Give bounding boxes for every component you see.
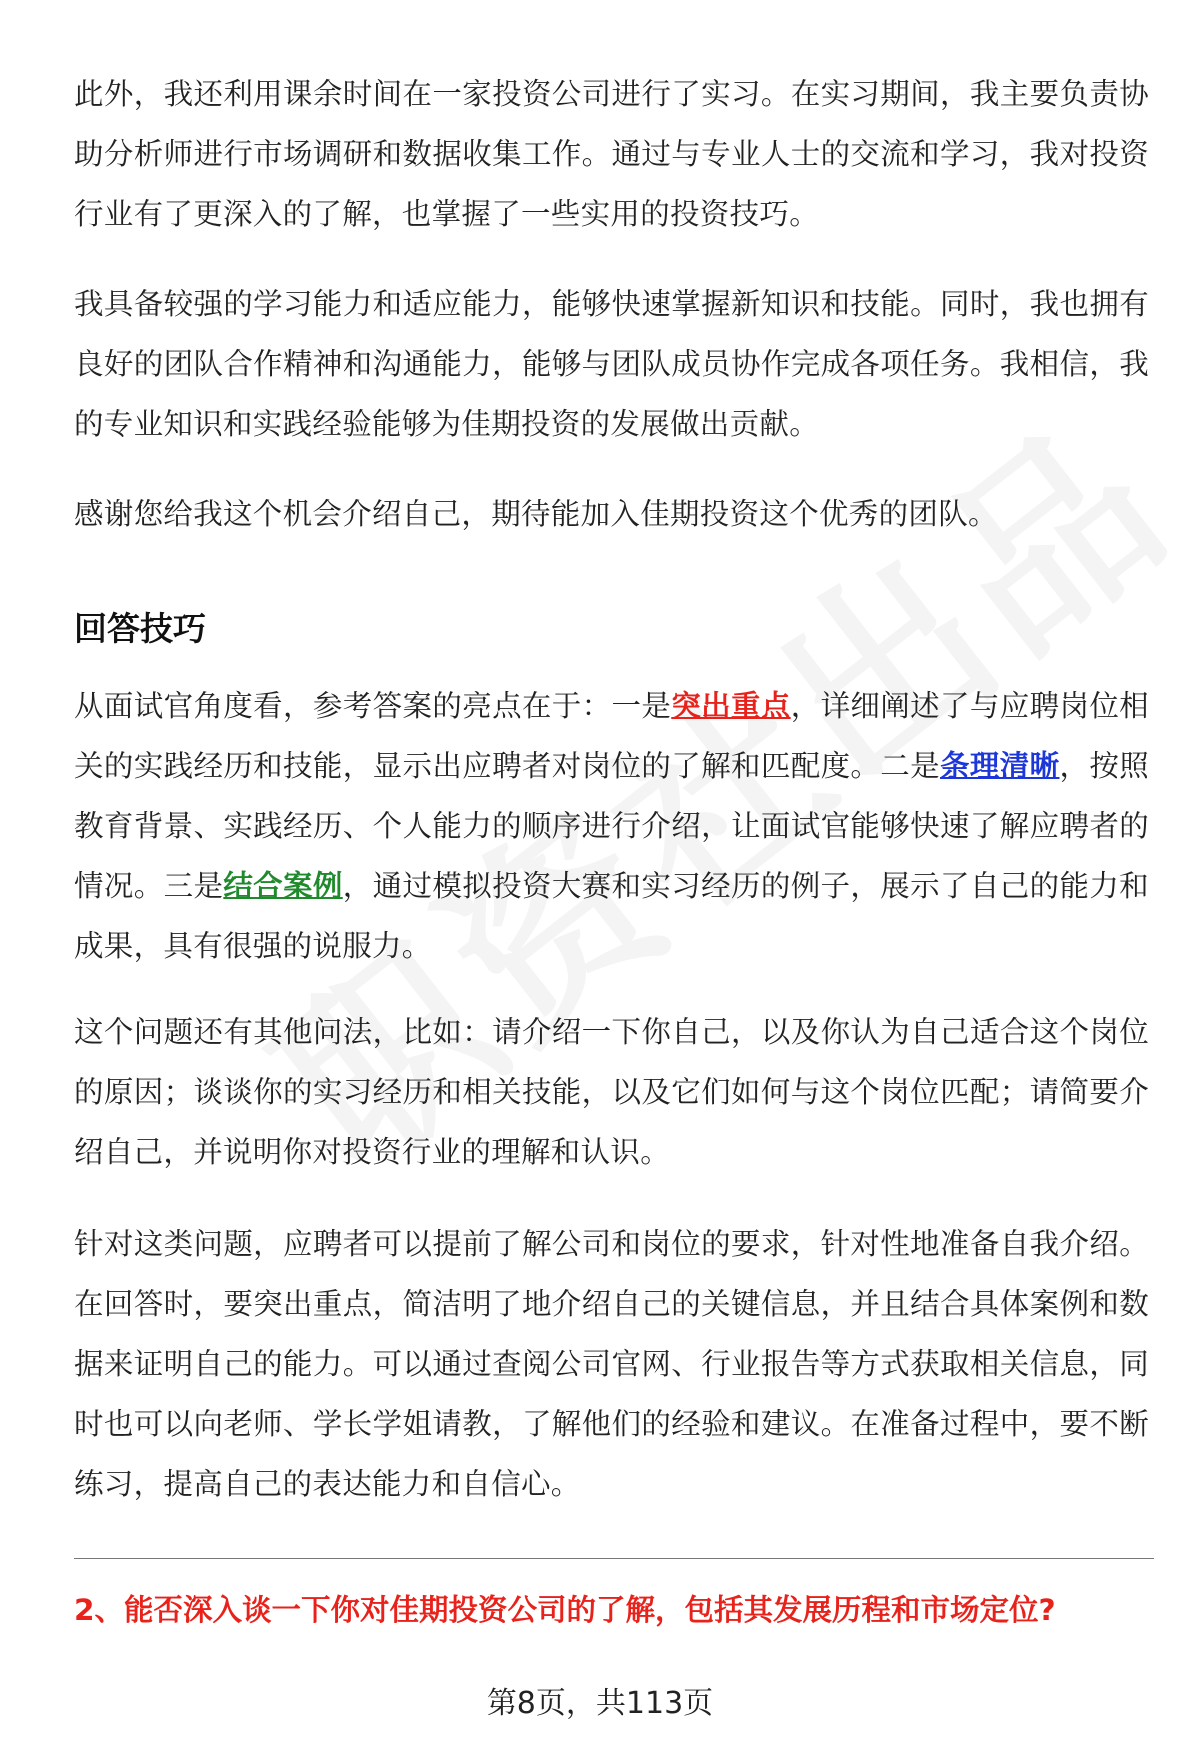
highlight-case-examples: 结合案例	[223, 869, 343, 903]
section-divider	[74, 1558, 1154, 1559]
paragraph-abilities: 我具备较强的学习能力和适应能力，能够快速掌握新知识和技能。同时，我也拥有良好的团队合作精神和沟通能力，能够与团队成员协作完成各项任务。我相信，我的专业知识和实践经验能够为佳期投资的发展做出贡献。	[74, 287, 1149, 441]
text-segment: ，详细阐述了与应聘岗位相关的实践经历和技能，显示出应聘者对岗位的了解和匹配度。二是	[74, 689, 1149, 783]
paragraph-thanks: 感谢您给我这个机会介绍自己，期待能加入佳期投资这个优秀的团队。	[74, 497, 998, 531]
next-question-heading: 2、能否深入谈一下你对佳期投资公司的了解，包括其发展历程和市场定位?	[74, 1593, 1056, 1627]
section-title-answer-tips: 回答技巧	[74, 609, 206, 648]
paragraph-alternate-questions: 这个问题还有其他问法，比如：请介绍一下你自己，以及你认为自己适合这个岗位的原因；谈谈你的实习经历和相关技能，以及它们如何与这个岗位匹配；请简要介绍自己，并说明你对投资行业的理解和认识。	[74, 1015, 1149, 1169]
paragraph-highlights	[74, 676, 1149, 976]
highlight-clear-structure: 条理清晰	[940, 749, 1060, 783]
paragraph-internship: 此外，我还利用课余时间在一家投资公司进行了实习。在实习期间，我主要负责协助分析师进行市场调研和数据收集工作。通过与专业人士的交流和学习，我对投资行业有了更深入的了解，也掌握了一些实用的投资技巧。	[74, 77, 1149, 231]
text-segment: 从面试官角度看，参考答案的亮点在于：一是	[74, 689, 672, 723]
text-segment: ，按照教育背景、实践经历、个人能力的顺序进行介绍，让面试官能够快速了解应聘者的情况。三是	[74, 749, 1149, 903]
page-number-footer: 第8页，共113页	[486, 1686, 714, 1721]
paragraph-preparation-advice: 针对这类问题，应聘者可以提前了解公司和岗位的要求，针对性地准备自我介绍。在回答时，要突出重点，简洁明了地介绍自己的关键信息，并且结合具体案例和数据来证明自己的能力。可以通过查阅公司官网、行业报告等方式获取相关信息，同时也可以向老师、学长学姐请教，了解他们的经验和建议。在准备过程中，要不断练习，提高自己的表达能力和自信心。	[74, 1227, 1149, 1501]
text-segment: ，通过模拟投资大赛和实习经历的例子，展示了自己的能力和成果，具有很强的说服力。	[74, 869, 1149, 963]
highlight-key-points: 突出重点	[671, 689, 791, 723]
